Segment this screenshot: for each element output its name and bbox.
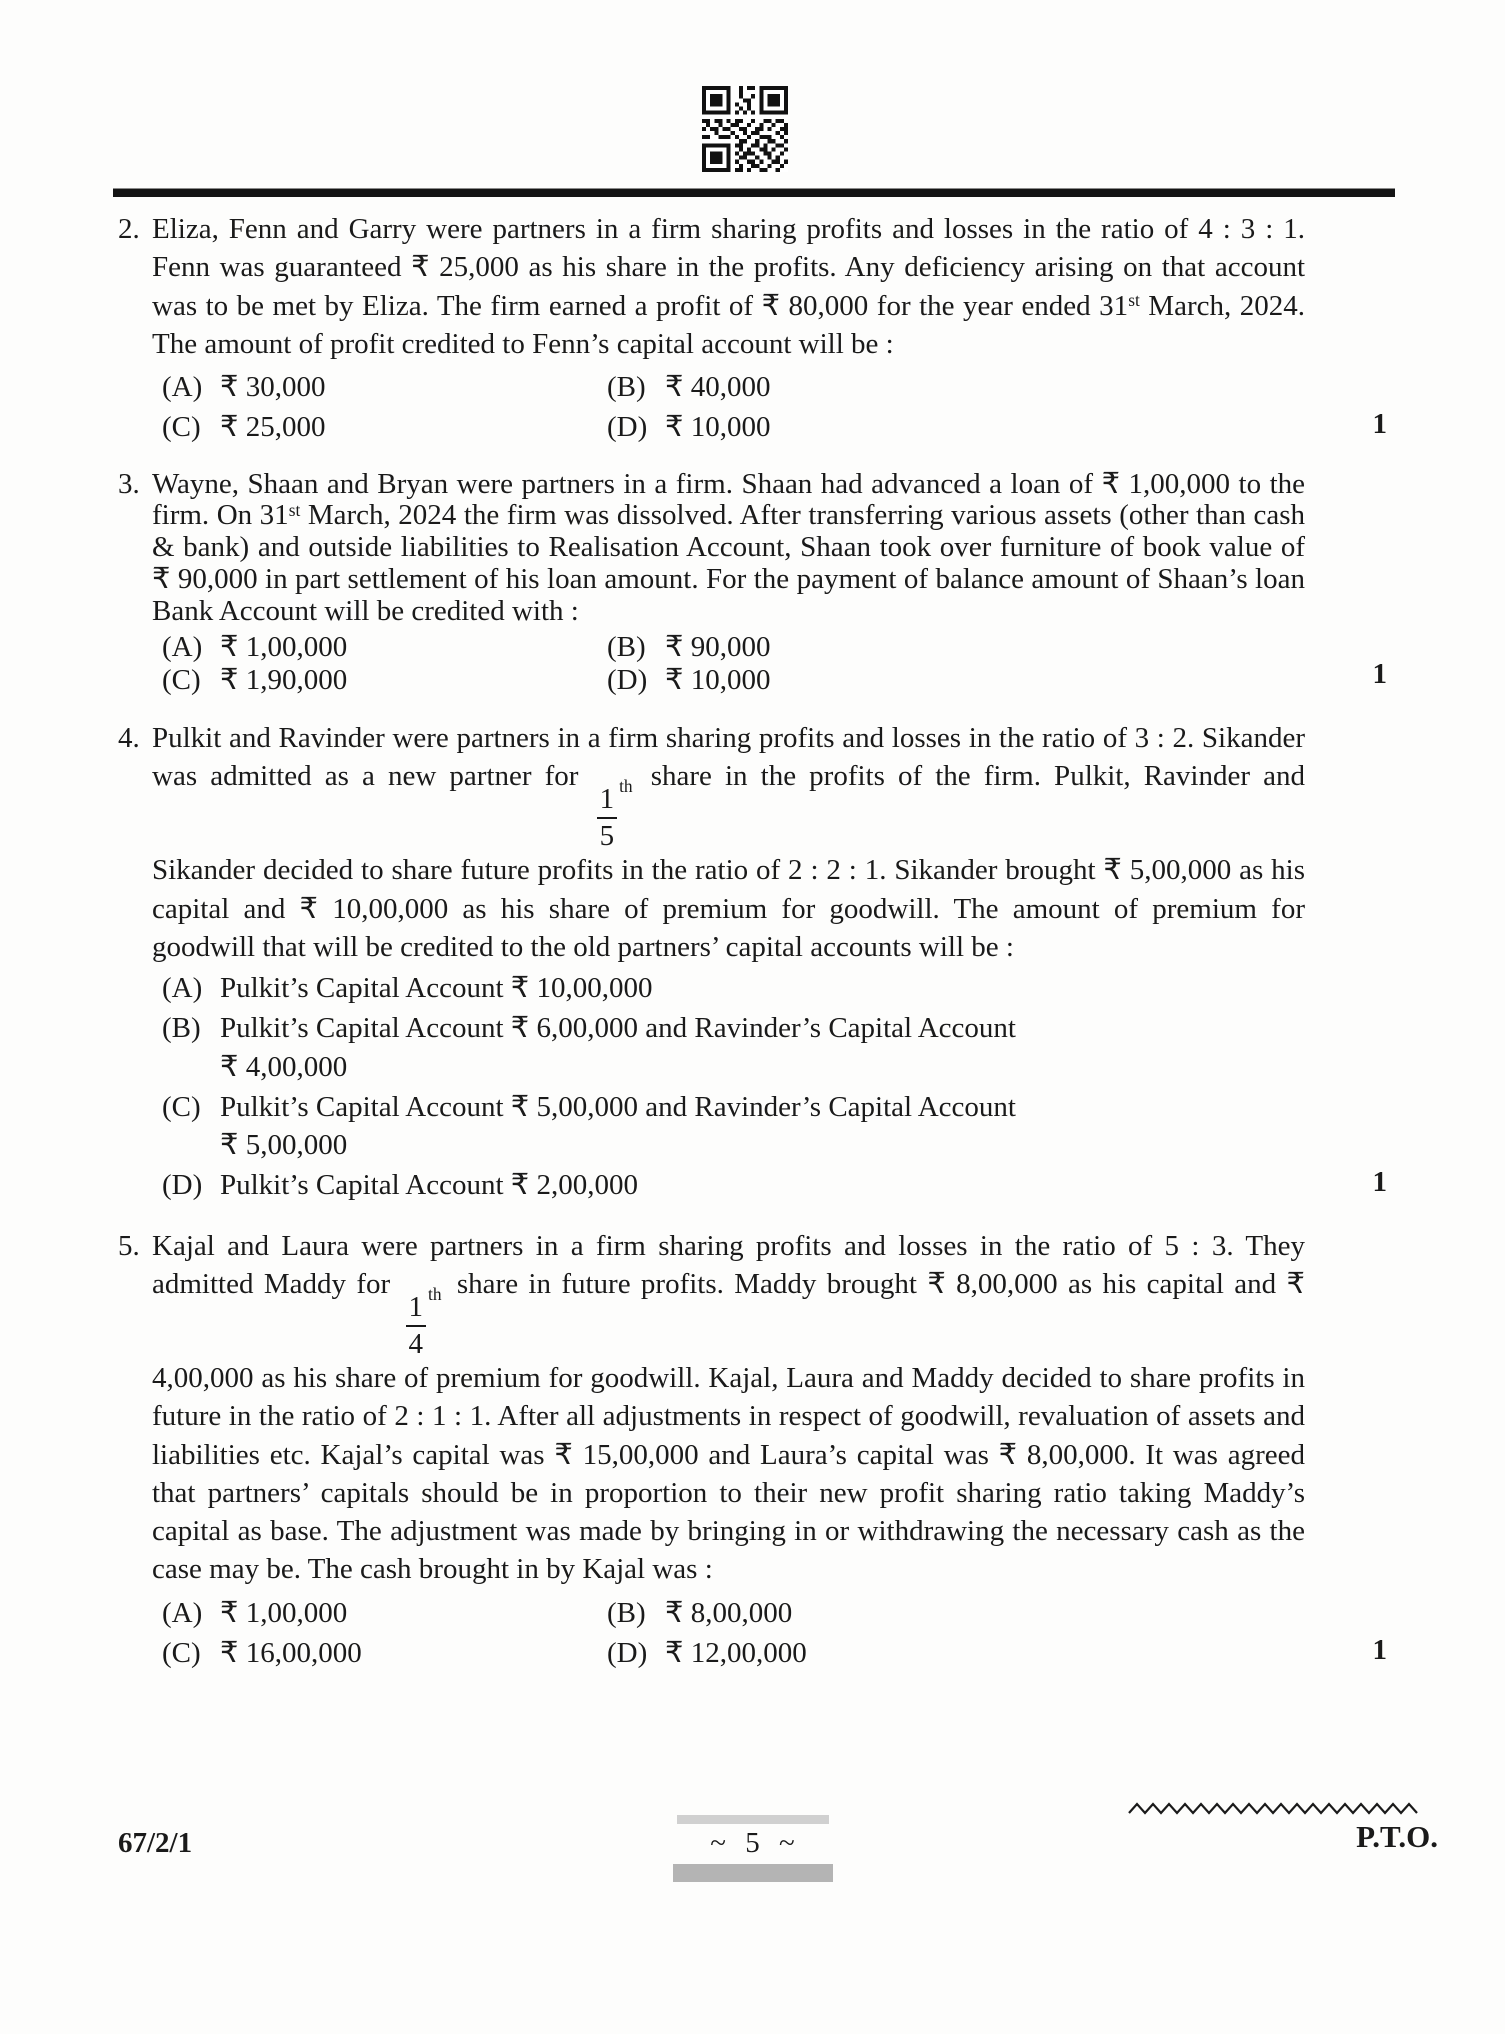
options: [152, 366, 1305, 447]
qr-code: [95, 0, 1395, 172]
question-5: [95, 1227, 1395, 1673]
option-text: ₹ 1,00,000: [220, 631, 348, 664]
pto-label: P.T.O.: [1356, 1819, 1438, 1854]
header-rule: [113, 188, 1395, 197]
option-text: ₹ 30,000: [220, 371, 326, 404]
option-c: [152, 1634, 597, 1672]
option-text: ₹ 25,000: [220, 411, 326, 444]
option-a: [152, 969, 1305, 1007]
option-label: (C): [162, 663, 201, 696]
option-c: [152, 1088, 1305, 1165]
option-label: (C): [162, 411, 201, 444]
paper-code: 67/2/1: [118, 1827, 193, 1859]
option-label: (A): [162, 631, 203, 664]
scan-bar-light: [677, 1815, 829, 1824]
option-label: (C): [162, 1090, 201, 1123]
option-text-line2: ₹ 5,00,000: [220, 1129, 348, 1162]
marks-badge: 1: [1372, 407, 1387, 440]
option-text: ₹ 12,00,000: [665, 1636, 807, 1669]
option-label: (B): [607, 1596, 646, 1629]
options: [152, 1592, 1305, 1673]
question-number: 5.: [118, 1229, 140, 1262]
fraction: $\frac{1}{5}$ th: [597, 785, 633, 851]
question-4: [95, 719, 1395, 1205]
option-b: [152, 1009, 1305, 1086]
question-text: Pulkit and Ravinder were partners in a firm sharing profits and losses in the ratio of 3 : 2. Sikander was admitted as a new partner for $\frac{1}{5}$ th share in the profits of the firm. Pulkit, Ravinder and Sikander decided to share future profits in the ratio of 2 : 2 : 1. Sikander brought ₹ 5,00,000 as his capital and ₹ 10,00,000 as his share of premium for goodwill. The amount of premium for goodwill that will be credited to the old partners’ capital accounts will be :: [152, 721, 1305, 963]
question-text: Kajal and Laura were partners in a firm sharing profits and losses in the ratio of 5 : 3. They admitted Maddy for $\frac{1}{4}$ th share in future profits. Maddy brought ₹ 8,00,000 as his capital and ₹ 4,00,000 as his share of premium for goodwill. Kajal, Laura and Maddy decided to share profits in future in the ratio of 2 : 1 : 1. After all adjustments in respect of goodwill, revaluation of assets and liabilities etc. Kajal’s capital was ₹ 15,00,000 and Laura’s capital was ₹ 8,00,000. It was agreed that partners’ capitals should be in proportion to their new profit sharing ratio taking Maddy’s capital as base. The adjustment was made by bringing in or withdrawing the necessary cash as the case may be. The cash brought in by Kajal was :: [152, 1229, 1305, 1586]
question-2: [95, 210, 1395, 447]
pto-block: [1118, 1801, 1438, 1855]
option-text: Pulkit’s Capital Account ₹ 10,00,000: [220, 972, 653, 1005]
option-a: [152, 632, 597, 664]
option-d: [597, 1634, 1305, 1672]
option-label: (D): [607, 1636, 648, 1669]
page-footer: [0, 1795, 1505, 1915]
option-label: (C): [162, 1636, 201, 1669]
option-text: ₹ 16,00,000: [220, 1636, 362, 1669]
option-d: [152, 1166, 1305, 1204]
option-label: (B): [607, 631, 646, 664]
option-c: [152, 665, 597, 697]
marks-badge: 1: [1372, 1165, 1387, 1198]
option-b: [597, 632, 1305, 664]
option-label: (B): [607, 371, 646, 404]
option-text: Pulkit’s Capital Account ₹ 2,00,000: [220, 1169, 638, 1202]
option-text: ₹ 1,00,000: [220, 1596, 348, 1629]
option-text: ₹ 10,000: [665, 411, 771, 444]
option-d: [597, 408, 1305, 446]
scan-bar-dark: [673, 1864, 833, 1882]
marks-badge: 1: [1372, 1633, 1387, 1666]
option-text: Pulkit’s Capital Account ₹ 5,00,000 and Ravinder’s Capital Account ₹ 5,00,000: [220, 1088, 1305, 1165]
option-text: ₹ 8,00,000: [665, 1596, 793, 1629]
zigzag-line: [1128, 1801, 1438, 1815]
option-label: (D): [607, 411, 648, 444]
question-3: [95, 469, 1395, 697]
superscript: st: [1128, 289, 1140, 310]
qr-code-image: [702, 86, 788, 172]
superscript: st: [288, 499, 301, 520]
question-number: 3.: [118, 467, 140, 500]
option-b: [597, 1594, 1305, 1632]
option-text: ₹ 1,90,000: [220, 663, 348, 696]
option-a: [152, 368, 597, 406]
option-text: ₹ 40,000: [665, 371, 771, 404]
options: [152, 969, 1305, 1205]
option-c: [152, 408, 597, 446]
marks-badge: 1: [1372, 658, 1387, 691]
option-label: (D): [162, 1169, 203, 1202]
question-text: Eliza, Fenn and Garry were partners in a firm sharing profits and losses in the ratio of 4 : 3 : 1. Fenn was guaranteed ₹ 25,000 as his share in the profits. Any deficiency arising on that account was to be met by Eliza. The firm earned a profit of ₹ 80,000 for the year ended 31st March, 2024. The amount of profit credited to Fenn’s capital account will be :: [152, 213, 1305, 360]
option-text: ₹ 90,000: [665, 631, 771, 664]
option-b: [597, 368, 1305, 406]
page-number: ~ 5 ~: [710, 1827, 795, 1859]
option-label: (D): [607, 663, 648, 696]
option-text: Pulkit’s Capital Account ₹ 6,00,000 and Ravinder’s Capital Account ₹ 4,00,000: [220, 1009, 1305, 1086]
question-text: Wayne, Shaan and Bryan were partners in a firm. Shaan had advanced a loan of ₹ 1,00,000 to the firm. On 31st March, 2024 the firm was dissolved. After transferring various assets (other than cash & bank) and outside liabilities to Realisation Account, Shaan took over furniture of book value of ₹ 90,000 in part settlement of his loan amount. For the payment of balance amount of Shaan’s loan Bank Account will be credited with :: [152, 467, 1305, 628]
option-label: (A): [162, 972, 203, 1005]
option-d: [597, 665, 1305, 697]
options: [152, 631, 1305, 697]
option-a: [152, 1594, 597, 1632]
fraction: $\frac{1}{4}$ th: [406, 1293, 442, 1359]
option-label: (A): [162, 1596, 203, 1629]
option-text: ₹ 10,000: [665, 663, 771, 696]
option-label: (A): [162, 371, 203, 404]
question-number: 4.: [118, 721, 140, 754]
option-label: (B): [162, 1012, 201, 1045]
option-text-line2: ₹ 4,00,000: [220, 1050, 348, 1083]
question-number: 2.: [118, 213, 140, 245]
